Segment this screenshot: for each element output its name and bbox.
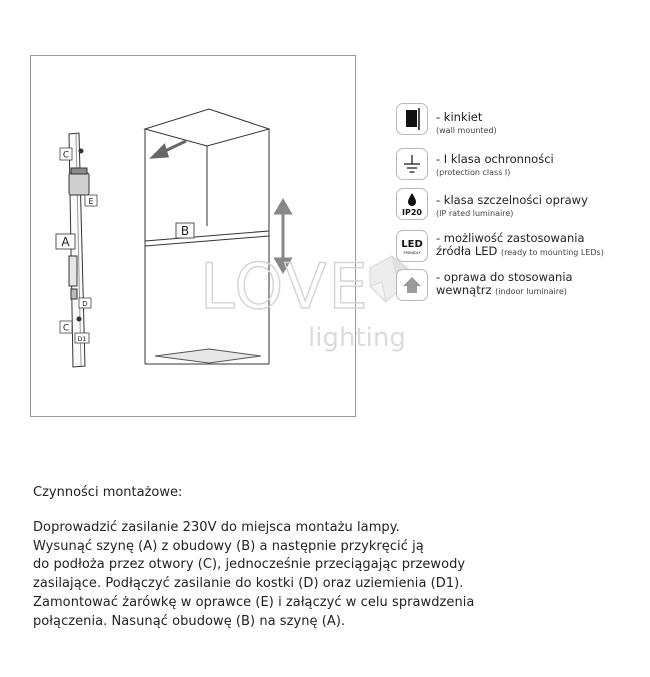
legend-label: - kinkiet xyxy=(436,110,483,124)
instructions-heading: Czynności montażowe: xyxy=(33,485,183,500)
mounting-instructions xyxy=(33,484,633,631)
legend-label: - oprawa do stosowania xyxy=(436,270,573,284)
legend-text-ip20 xyxy=(436,194,588,220)
legend-label-line2: źródła LED xyxy=(436,244,498,258)
instruction-line: Wysunąć szynę (A) z obudowy (B) a następnie przykręcić ją xyxy=(33,538,424,554)
callout-c-top xyxy=(60,148,72,161)
ip20-icon-text: IP20 xyxy=(402,208,422,217)
callout-e xyxy=(85,195,97,206)
legend-label: - możliwość zastosowania xyxy=(436,231,585,245)
callout-b-label: B xyxy=(180,224,190,238)
legend-text-indoor xyxy=(436,271,573,298)
watermark-sub: lighting xyxy=(308,323,406,353)
legend-sublabel: (indoor luminaire) xyxy=(495,287,567,296)
callout-a xyxy=(56,234,75,249)
callout-d1-label: D1 xyxy=(77,335,87,343)
legend-label-line2: wewnątrz xyxy=(436,283,492,297)
instruction-line: Zamontować żarówkę w oprawce (E) i załączyć w celu sprawdzenia xyxy=(33,594,475,610)
instruction-line: do podłoża przez otwory (C), jednocześnie przeciągając przewody xyxy=(33,557,466,573)
legend-text-wall-mounted xyxy=(436,111,497,137)
legend-label: - klasa szczelności oprawy xyxy=(436,193,588,207)
led-friendly-icon xyxy=(396,230,428,262)
callout-b xyxy=(176,223,194,238)
protection-class-icon xyxy=(396,148,428,180)
callout-c-bottom-label: C xyxy=(62,323,70,334)
legend-sublabel: (IP rated luminaire) xyxy=(436,209,514,218)
instruction-line: Doprowadzić zasilanie 230V do miejsca montażu lampy. xyxy=(33,520,400,535)
love-lighting-watermark xyxy=(196,244,436,364)
legend-sublabel: (wall mounted) xyxy=(436,126,497,135)
legend-sublabel: (protection class I) xyxy=(436,168,511,177)
legend-text-led-friendly xyxy=(436,232,604,259)
ip20-icon xyxy=(396,188,428,220)
indoor-luminaire-icon xyxy=(396,269,428,301)
callout-c-bottom xyxy=(60,321,72,334)
callout-a-label: A xyxy=(61,235,70,249)
wall-mounted-icon xyxy=(396,103,428,135)
callout-e-label: E xyxy=(88,197,94,206)
legend-sublabel: (ready to mounting LEDs) xyxy=(501,248,604,257)
led-icon-subtext: FRIENDLY xyxy=(403,251,421,255)
callout-d xyxy=(79,298,91,308)
led-icon-text: LED xyxy=(401,239,423,250)
slide-out-arrow xyxy=(153,141,186,157)
watermark-word: LOVE xyxy=(200,250,370,323)
callout-c-top-label: C xyxy=(62,150,70,161)
instruction-line: zasilające. Podłączyć zasilanie do kostki (D) oraz uziemienia (D1). xyxy=(33,576,464,592)
instruction-line: połączenia. Nasunąć obudowę (B) na szynę (A). xyxy=(33,613,346,629)
legend-text-protection-class xyxy=(436,153,554,179)
callout-d1 xyxy=(75,333,89,343)
callout-d-label: D xyxy=(82,300,88,308)
legend-label: - I klasa ochronności xyxy=(436,152,554,166)
